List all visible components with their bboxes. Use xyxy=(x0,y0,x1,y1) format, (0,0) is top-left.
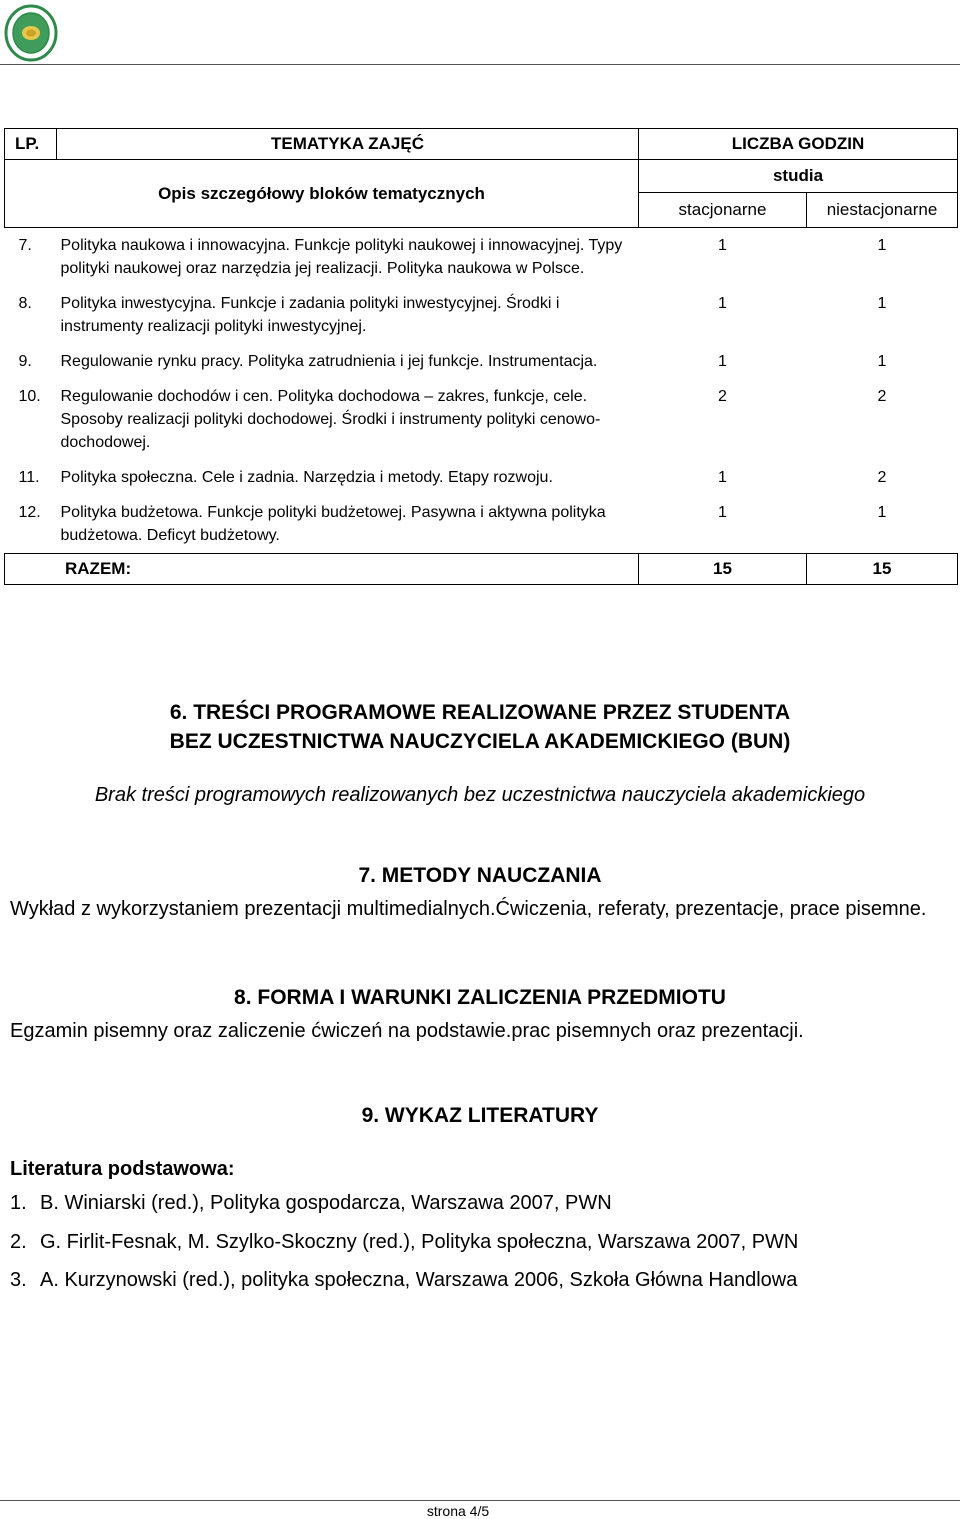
section-6-title xyxy=(0,698,960,756)
total-label: RAZEM: xyxy=(5,554,639,585)
section-6-title-line2: BEZ UCZESTNICTWA NAUCZYCIELA AKADEMICKIEGO (BUN) xyxy=(169,730,791,753)
row-topic: Polityka budżetowa. Funkcje polityki budżetowej. Pasywna i aktywna polityka budżetowa. Deficyt budżetowy. xyxy=(60,504,606,544)
row-extramural-hours: 1 xyxy=(877,504,887,521)
section-9-title: 9. WYKAZ LITERATURY xyxy=(361,1104,599,1127)
lp-header: LP. xyxy=(5,129,57,160)
page-number: strona 4/5 xyxy=(426,1503,490,1519)
section-8-title: 8. FORMA I WARUNKI ZALICZENIA PRZEDMIOTU xyxy=(234,986,726,1009)
row-number: 7. xyxy=(18,237,32,254)
table-row xyxy=(5,379,958,460)
section-6-text: Brak treści programowych realizowanych bez uczestnictwa nauczyciela akademickiego xyxy=(94,784,866,806)
row-topic: Polityka inwestycyjna. Funkcje i zadania polityki inwestycyjnej. Środki i instrumenty realizacji polityki inwestycyjnej. xyxy=(60,295,560,335)
row-stationary-hours: 2 xyxy=(718,388,727,405)
row-extramural-hours: 1 xyxy=(877,295,887,312)
table-row xyxy=(5,228,958,287)
table-row xyxy=(5,495,958,554)
table-header-row xyxy=(5,129,958,160)
hours-header: LICZBA GODZIN xyxy=(639,129,958,160)
literature-item xyxy=(10,1231,798,1254)
row-topic: Regulowanie dochodów i cen. Polityka dochodowa – zakres, funkcje, cele. Sposoby realizacji polityki dochodowej. Środki i instrumenty polityki cenowo-dochodowej. xyxy=(60,388,601,451)
literature-item-text: B. Winiarski (red.), Polityka gospodarcza, Warszawa 2007, PWN xyxy=(40,1192,612,1214)
section-7-text: Wykład z wykorzystaniem prezentacji multimedialnych.Ćwiczenia, referaty, prezentacje, prace pisemne. xyxy=(10,898,927,920)
row-stationary-hours: 1 xyxy=(718,469,727,486)
section-6-title-line1: 6. TREŚCI PROGRAMOWE REALIZOWANE PRZEZ STUDENTA xyxy=(169,701,791,724)
row-stationary-hours: 1 xyxy=(718,353,727,370)
literature-item-text: G. Firlit-Fesnak, M. Szylko-Skoczny (red.), Polityka społeczna, Warszawa 2007, PWN xyxy=(40,1231,799,1253)
description-header-cell xyxy=(5,160,639,228)
literature-item xyxy=(10,1269,797,1292)
total-row xyxy=(5,554,958,585)
topic-header: TEMATYKA ZAJĘĆ xyxy=(57,129,639,160)
row-number: 12. xyxy=(18,504,41,521)
header-rule xyxy=(0,64,960,65)
row-topic: Polityka naukowa i innowacyjna. Funkcje polityki naukowej i innowacyjnej. Typy polityki naukowej oraz narzędzia jej realizacji. Polityka naukowa w Polsce. xyxy=(60,237,623,277)
topics-table xyxy=(4,128,958,585)
table-row xyxy=(5,460,958,495)
row-stationary-hours: 1 xyxy=(718,295,727,312)
row-topic: Polityka społeczna. Cele i zadnia. Narzędzia i metody. Etapy rozwoju. xyxy=(60,469,553,486)
description-header: Opis szczegółowy bloków tematycznych xyxy=(158,183,485,203)
table-subheader-row xyxy=(5,160,958,193)
total-stationary: 15 xyxy=(639,554,807,585)
row-extramural-hours: 1 xyxy=(877,353,887,370)
table-row xyxy=(5,286,958,344)
row-stationary-hours: 1 xyxy=(718,237,727,254)
literature-item-number: 2. xyxy=(10,1231,27,1253)
row-extramural-hours: 1 xyxy=(877,237,887,254)
studia-header: studia xyxy=(639,160,958,193)
literature-item-number: 1. xyxy=(10,1192,27,1214)
literature-item-text: A. Kurzynowski (red.), polityka społeczna, Warszawa 2006, Szkoła Główna Handlowa xyxy=(40,1269,798,1291)
row-topic: Regulowanie rynku pracy. Polityka zatrudnienia i jej funkcje. Instrumentacja. xyxy=(60,353,598,370)
total-extramural: 15 xyxy=(807,554,958,585)
row-extramural-hours: 2 xyxy=(877,469,887,486)
footer-rule xyxy=(0,1500,960,1501)
literature-item xyxy=(10,1192,612,1215)
row-number: 9. xyxy=(18,353,32,370)
row-stationary-hours: 1 xyxy=(718,504,727,521)
row-extramural-hours: 2 xyxy=(877,388,887,405)
section-8-text: Egzamin pisemny oraz zaliczenie ćwiczeń na podstawie.prac pisemnych oraz prezentacji. xyxy=(10,1020,804,1042)
table-row xyxy=(5,344,958,379)
row-number: 10. xyxy=(18,388,41,405)
stationary-header: stacjonarne xyxy=(639,193,807,228)
literature-item-number: 3. xyxy=(10,1269,27,1291)
row-number: 11. xyxy=(18,469,40,486)
section-7-title: 7. METODY NAUCZANIA xyxy=(358,864,602,887)
row-number: 8. xyxy=(18,295,32,312)
university-seal-logo xyxy=(4,4,58,62)
literature-subtitle: Literatura podstawowa: xyxy=(10,1158,235,1180)
extramural-header: niestacjonarne xyxy=(807,193,958,228)
